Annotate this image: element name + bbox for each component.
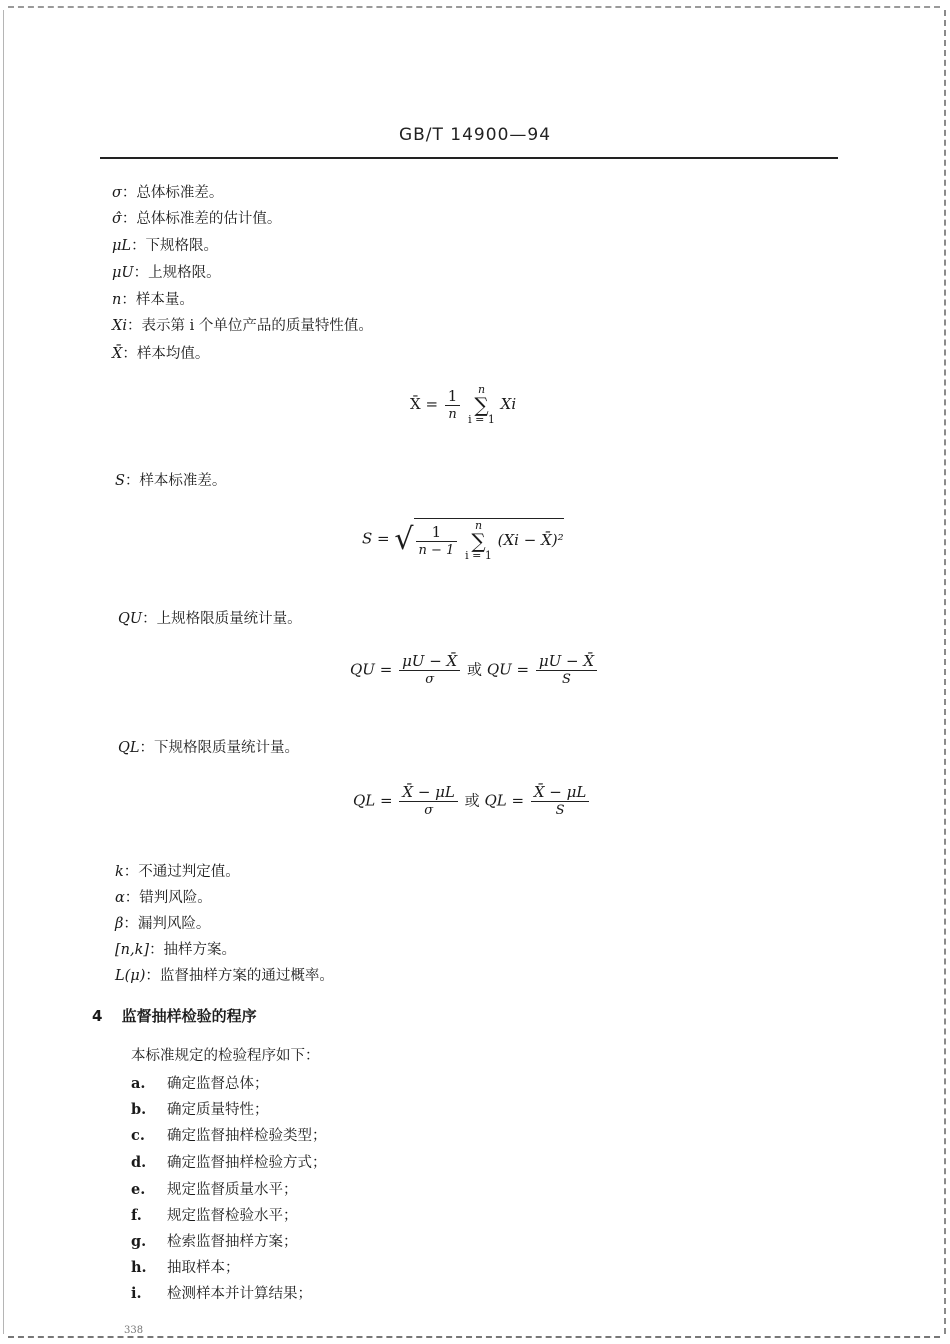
list-text: 检索监督抽样方案； — [167, 1234, 298, 1250]
definition-text: ：表示第 i 个单位产品的质量特性值。 — [126, 318, 373, 334]
list-item — [131, 1178, 298, 1199]
formula-fraction — [445, 387, 461, 424]
list-key: g. — [131, 1233, 147, 1250]
scan-border-bottom — [8, 1336, 940, 1338]
definition-sigma — [112, 181, 223, 202]
list-key: b. — [131, 1101, 147, 1118]
fraction-denominator: n − 1 — [418, 542, 455, 558]
definition-text: ：样本量。 — [121, 292, 194, 308]
fraction-denominator: S — [562, 672, 571, 687]
scan-border-left — [3, 10, 4, 1334]
formula-sample-mean — [410, 385, 516, 425]
fraction-denominator: σ — [425, 672, 435, 687]
sqrt-body — [414, 518, 564, 561]
definition-symbol: QL — [118, 740, 140, 756]
definition-text: ：监督抽样方案的通过概率。 — [145, 968, 334, 984]
list-item — [131, 1151, 327, 1172]
formula-qu — [350, 652, 599, 689]
definition-symbol: σ — [112, 185, 122, 201]
list-key: a. — [131, 1075, 146, 1092]
definition-symbol: μL — [112, 238, 132, 254]
list-text: 规定监督质量水平； — [167, 1182, 298, 1198]
fraction-numerator: X̄ − μL — [531, 783, 590, 802]
definition-symbol: β — [115, 916, 124, 932]
list-text: 确定监督抽样检验类型； — [167, 1128, 327, 1144]
definition-beta — [115, 912, 210, 933]
summation-upper: n — [477, 383, 486, 396]
page-number: 338 — [124, 1325, 144, 1336]
list-key: c. — [131, 1127, 145, 1144]
definition-symbol: μU — [112, 265, 134, 281]
definition-symbol: [n,k] — [115, 942, 150, 958]
section-heading — [92, 1005, 257, 1026]
standard-code-header: GB/T 14900—94 — [398, 125, 552, 145]
formula-or: 或 — [464, 791, 480, 810]
definition-l-mu — [115, 964, 334, 985]
list-key: f. — [131, 1207, 142, 1224]
definition-text: ：总体标准差。 — [121, 185, 224, 201]
definition-symbol: Xi — [112, 318, 127, 334]
fraction-denominator: n — [448, 406, 457, 422]
definition-qu — [118, 607, 302, 628]
definition-text: ：样本标准差。 — [124, 473, 227, 489]
summation-upper: n — [474, 519, 483, 532]
definition-k — [115, 860, 240, 881]
definition-symbol: X̄ — [112, 346, 123, 362]
list-item — [131, 1072, 269, 1093]
list-text: 确定监督抽样检验方式； — [167, 1155, 327, 1171]
list-key: d. — [131, 1154, 147, 1171]
formula-lhs: X̄ = — [410, 395, 439, 413]
list-key: h. — [131, 1259, 147, 1276]
fraction-numerator: 1 — [445, 387, 461, 406]
definition-symbol: α — [115, 890, 125, 906]
list-item — [131, 1230, 298, 1251]
definition-symbol: S — [115, 473, 125, 489]
formula-fraction — [416, 523, 458, 560]
definition-text: ：下规格限质量统计量。 — [139, 740, 300, 756]
summation-lower: i = 1 — [465, 549, 492, 562]
formula-fraction — [399, 652, 460, 689]
procedure-intro: 本标准规定的检验程序如下： — [131, 1048, 320, 1064]
formula-term: (Xi − X̄)² — [497, 531, 564, 549]
list-key: e. — [131, 1181, 146, 1198]
formula-lhs: QL = — [484, 791, 525, 810]
definition-symbol: k — [115, 864, 124, 880]
formula-ql — [353, 783, 591, 820]
summation-sign: n ∑ i = 1 — [468, 383, 495, 426]
definition-text: ：漏判风险。 — [123, 916, 211, 932]
definition-mu-l — [112, 234, 218, 255]
section-number: 4 — [92, 1007, 103, 1025]
definition-text: ：上规格限。 — [133, 265, 221, 281]
definition-text: ：样本均值。 — [122, 346, 210, 362]
scan-border-right — [944, 10, 946, 1334]
definition-mu-u — [112, 261, 221, 282]
definition-text: ：抽样方案。 — [149, 942, 237, 958]
sqrt-icon: √ — [394, 522, 414, 557]
definition-text: ：错判风险。 — [124, 890, 212, 906]
definition-xbar — [112, 342, 209, 363]
formula-term: Xi — [500, 395, 517, 413]
list-item — [131, 1124, 327, 1145]
fraction-numerator: μU − X̄ — [536, 652, 597, 671]
list-text: 确定质量特性； — [167, 1102, 269, 1118]
definition-sampling-plan — [115, 938, 236, 959]
list-item — [131, 1204, 298, 1225]
formula-lhs: QU = — [486, 660, 530, 679]
definition-n — [112, 288, 194, 309]
definition-xi — [112, 314, 373, 335]
fraction-denominator: S — [555, 803, 565, 818]
formula-sample-std — [362, 518, 564, 561]
formula-fraction — [536, 652, 597, 689]
formula-lhs: QL = — [353, 791, 393, 810]
list-key: i. — [131, 1285, 142, 1302]
scan-border-top — [8, 6, 940, 8]
summation-lower: i = 1 — [468, 413, 495, 426]
definition-ql — [118, 736, 299, 757]
list-text: 检测样本并计算结果； — [167, 1286, 312, 1302]
list-text: 抽取样本； — [167, 1260, 240, 1276]
fraction-numerator: X̄ − μL — [399, 783, 458, 802]
list-item — [131, 1256, 240, 1277]
header-rule — [100, 157, 838, 159]
formula-lhs: QU = — [350, 660, 393, 679]
fraction-numerator: μU − X̄ — [399, 652, 460, 671]
definition-text: ：上规格限质量统计量。 — [142, 611, 302, 627]
definition-symbol: L(μ) — [115, 968, 146, 984]
list-text: 规定监督检验水平； — [167, 1208, 298, 1224]
definition-symbol: n — [112, 292, 122, 308]
formula-lhs: S = — [362, 529, 390, 548]
formula-fraction — [399, 783, 458, 820]
definition-symbol: QU — [118, 611, 143, 627]
formula-fraction — [531, 783, 590, 820]
list-text: 确定监督总体； — [167, 1076, 269, 1092]
list-item — [131, 1098, 269, 1119]
definition-text: ：总体标准差的估计值。 — [121, 211, 282, 227]
definition-symbol: σ̂ — [112, 211, 122, 227]
definition-s — [115, 469, 226, 490]
definition-text: ：不通过判定值。 — [123, 864, 240, 880]
fraction-numerator: 1 — [416, 523, 458, 542]
definition-sigma-hat — [112, 207, 281, 228]
formula-or: 或 — [467, 660, 483, 679]
list-item — [131, 1282, 312, 1303]
section-title: 监督抽样检验的程序 — [121, 1007, 257, 1025]
fraction-denominator: σ — [424, 803, 434, 818]
summation-sign: n ∑ i = 1 — [465, 519, 492, 562]
definition-text: ：下规格限。 — [131, 238, 219, 254]
definition-alpha — [115, 886, 212, 907]
